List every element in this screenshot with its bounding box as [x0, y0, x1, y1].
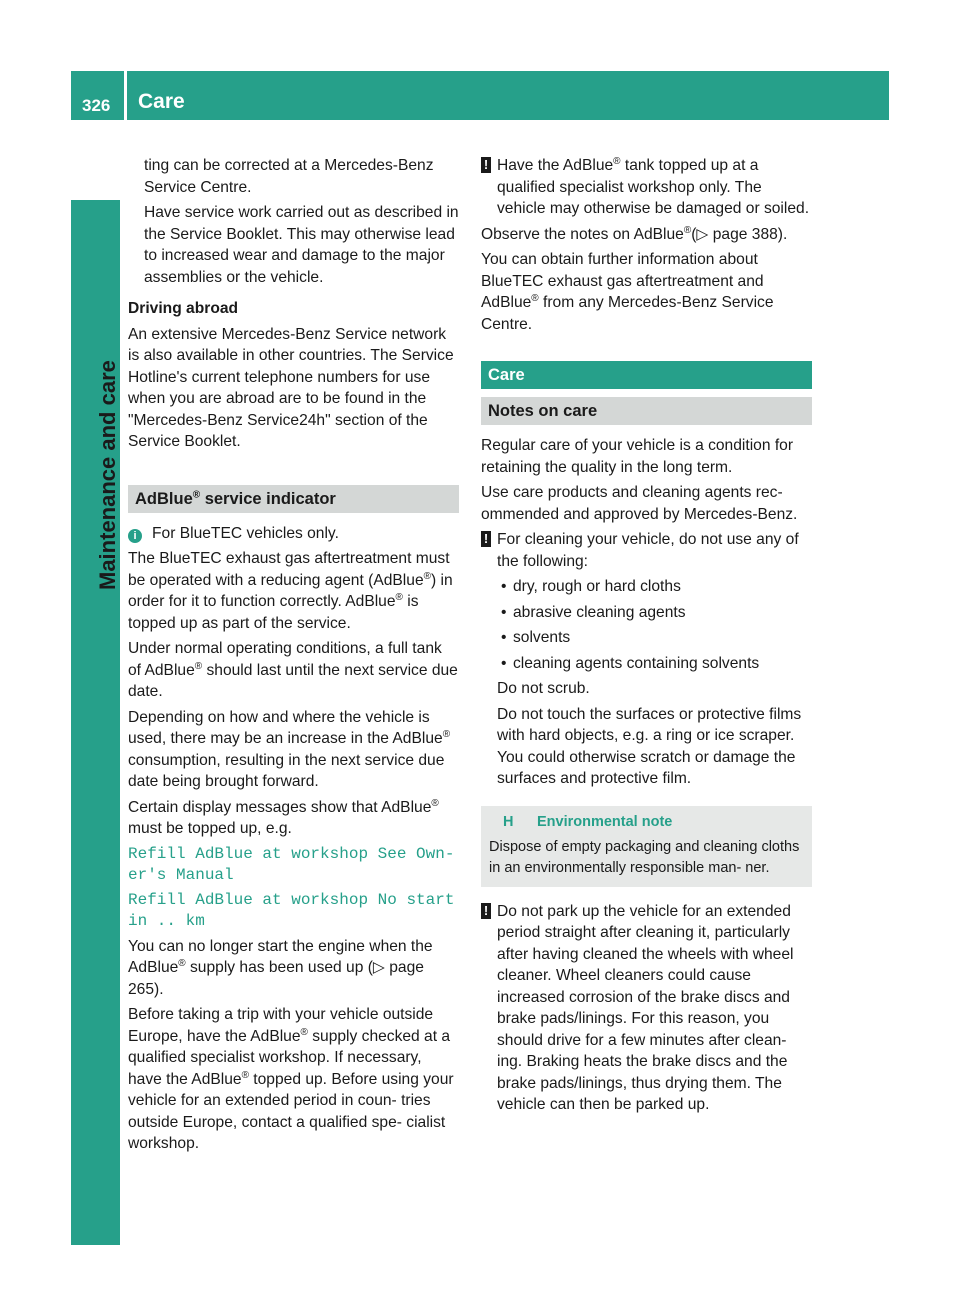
- environment-icon: H: [503, 813, 514, 830]
- warning-icon: !: [481, 531, 491, 547]
- list-item: • solvents: [497, 627, 812, 649]
- list-item: • dry, rough or hard cloths: [497, 576, 812, 598]
- info-icon: i: [128, 529, 142, 543]
- paragraph: Regular care of your vehicle is a condition for retaining the quality in the long term.: [481, 437, 794, 476]
- list-item: • cleaning agents containing solvents: [497, 653, 812, 675]
- warning-note: ! Have the AdBlue® tank topped up at a qualified specialist workshop only. The vehicle may otherwise be damaged or soiled.: [481, 155, 812, 220]
- warning-note: ! For cleaning your vehicle, do not use any of the following:: [481, 529, 812, 572]
- paragraph: Do not scrub.: [497, 680, 590, 697]
- paragraph: You can obtain further information about BlueTEC exhaust gas aftertreatment and AdBlue® from any Mercedes-Benz Service Centre.: [481, 251, 774, 333]
- paragraph: The BlueTEC exhaust gas aftertreatment must be operated with a reducing agent (AdBlue®) in order for it to function correctly. AdBlue® is topped up as part of the service.: [128, 550, 453, 632]
- right-column: [481, 155, 812, 1120]
- info-note: i For BlueTEC vehicles only.: [128, 523, 459, 545]
- bullet-icon: •: [501, 603, 507, 621]
- paragraph: Before taking a trip with your vehicle outside Europe, have the AdBlue® supply checked at a qualified specialist workshop. If necessary, have the AdBlue® topped up. Before using your vehicle for an extended period in coun- tries outside Europe, contact a qualified spe- cialist workshop.: [128, 1006, 454, 1152]
- header-divider: [124, 71, 127, 120]
- warning-note: ! Do not park up the vehicle for an extended period straight after cleaning it, particularly after having cleaned the wheels with wheel cleaner. Wheel cleaners could cause increased corrosion of the brake discs and brake pads/linings. For this reason, you should drive for a few minutes after clean- ing. Braking heats the brake discs and the brake pads/linings, thus drying them. The vehicle can then be parked up.: [481, 901, 812, 1116]
- subheading-driving-abroad: Driving abroad: [128, 300, 239, 317]
- running-title: Care: [138, 90, 185, 113]
- bullet-icon: •: [501, 629, 507, 646]
- paragraph: Observe the notes on AdBlue®(▷ page 388).: [481, 224, 788, 243]
- display-message: Refill AdBlue at workshop No start in .. km: [128, 890, 455, 930]
- paragraph: Depending on how and where the vehicle is used, there may be an increase in the AdBlue® consumption, resulting in the next service due date being brought forward.: [128, 708, 451, 790]
- environmental-note-text: Dispose of empty packaging and cleaning cloths in an environmentally responsible man- ner.: [489, 838, 800, 876]
- bullet-icon: •: [501, 654, 507, 672]
- display-message: Refill AdBlue at workshop See Own‐ er's Manual: [128, 844, 455, 884]
- left-column: [128, 155, 459, 1159]
- paragraph: Have service work carried out as described in the Service Booklet. This may otherwise lead to increased wear and damage to the major assemblies or the vehicle.: [144, 204, 459, 286]
- section-heading-notes-on-care: Notes on care: [481, 397, 812, 425]
- environmental-note-title: H Environmental note: [489, 812, 804, 833]
- section-heading-adblue: AdBlue® service indicator: [128, 485, 459, 513]
- paragraph: Do not touch the surfaces or protective films with hard objects, e.g. a ring or ice scraper. You could otherwise scratch or damage the surfaces and protective film.: [497, 705, 802, 787]
- paragraph: Certain display messages show that AdBlue® must be topped up, e.g.: [128, 797, 439, 837]
- bullet-icon: •: [501, 578, 507, 595]
- paragraph: Use care products and cleaning agents rec- ommended and approved by Mercedes-Benz.: [481, 484, 798, 523]
- side-tab-label: Maintenance and care: [95, 360, 120, 590]
- warning-icon: !: [481, 157, 491, 173]
- section-heading-care: Care: [481, 361, 812, 389]
- list-item: • abrasive cleaning agents: [497, 602, 812, 624]
- paragraph: ting can be corrected at a Mercedes-Benz Service Centre.: [144, 157, 434, 196]
- warning-icon: !: [481, 903, 491, 919]
- paragraph: An extensive Mercedes-Benz Service network is also available in other countries. The Service Hotline's current telephone numbers for use when you are abroad are to be found in the "Mercedes-Benz Service24h" section of the Service Booklet.: [128, 325, 454, 450]
- header-bar: [71, 71, 889, 120]
- side-tab: [71, 200, 120, 1245]
- paragraph: You can no longer start the engine when the AdBlue® supply has been used up (▷ page 265).: [128, 937, 433, 998]
- page-number: 326: [82, 96, 111, 115]
- environmental-note-box: [481, 806, 812, 887]
- paragraph: Under normal operating conditions, a full tank of AdBlue® should last until the next service due date.: [128, 640, 458, 700]
